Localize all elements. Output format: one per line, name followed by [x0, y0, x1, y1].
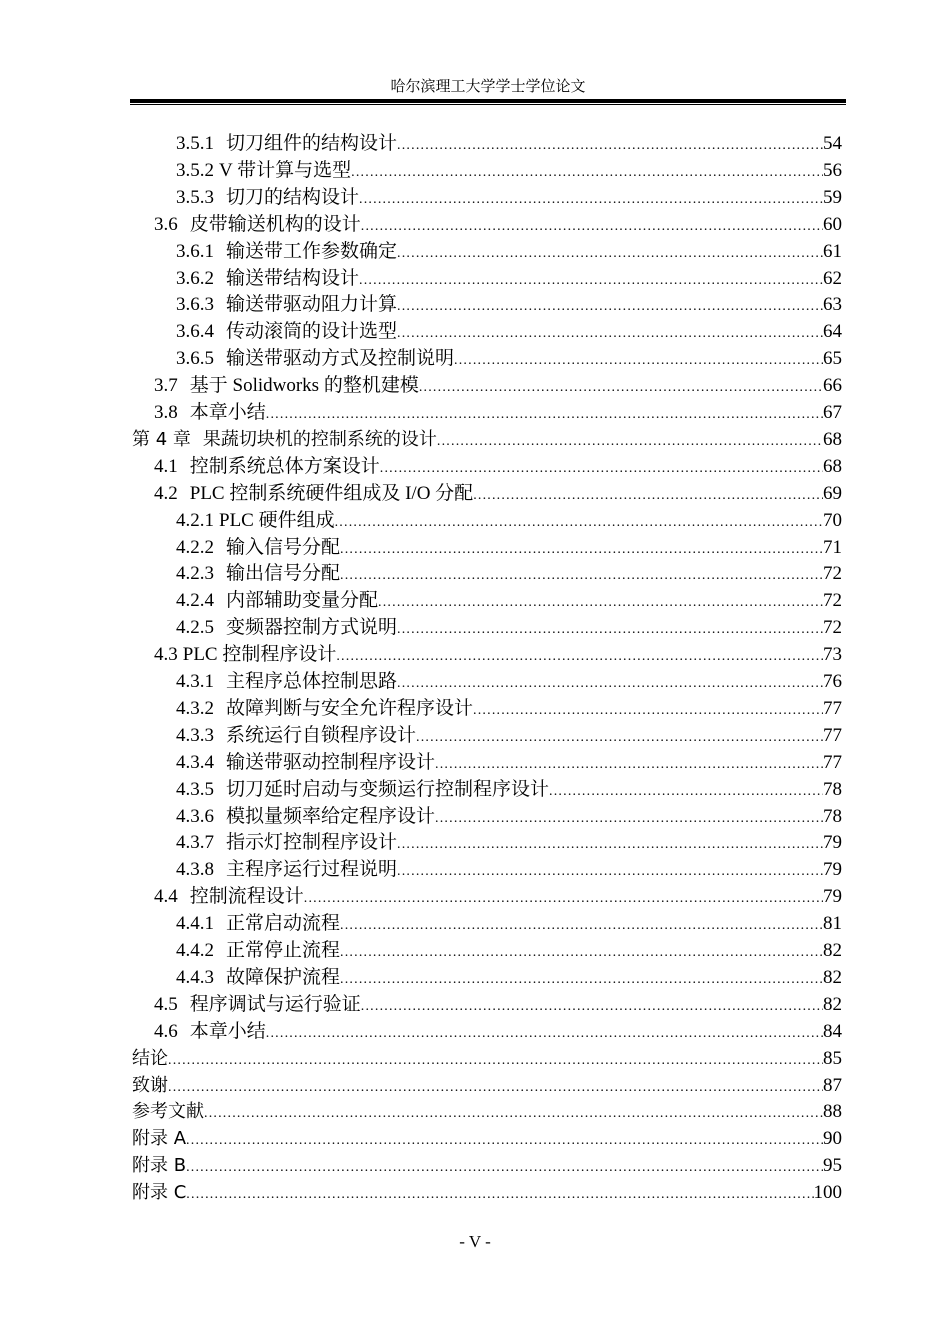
toc-entry-page: 82	[823, 966, 842, 988]
toc-leader-dots	[186, 1182, 813, 1206]
toc-entry-number: 4.2.5	[176, 617, 214, 639]
toc-entry-page: 72	[823, 617, 842, 639]
toc-entry-title: 结论	[132, 1047, 168, 1069]
toc-leader-dots	[473, 483, 823, 507]
toc-leader-dots	[359, 187, 823, 211]
header-rule-thick	[130, 99, 846, 103]
toc-entry[interactable]	[176, 615, 842, 641]
header-rule-thin	[130, 104, 846, 105]
toc-entry-title: 正常停止流程	[226, 940, 341, 961]
toc-leader-dots	[168, 1075, 823, 1099]
toc-entry-title: 故障判断与安全允许程序设计	[226, 697, 474, 719]
toc-entry[interactable]	[132, 1180, 842, 1206]
toc-leader-dots	[416, 725, 823, 749]
toc-leader-dots	[340, 967, 823, 991]
toc-entry[interactable]	[176, 266, 842, 292]
toc-entry-page: 76	[823, 671, 842, 692]
toc-entry-page: 70	[823, 509, 842, 531]
toc-entry-page: 59	[823, 186, 842, 208]
toc-entry-number: 3.6.1	[176, 240, 214, 262]
toc-entry-page: 77	[823, 697, 842, 719]
toc-entry[interactable]	[176, 804, 842, 830]
toc-entry-title: PLC 控制系统硬件组成及 I/O 分配	[189, 482, 474, 504]
toc-entry-number: 4.3.4	[176, 751, 214, 773]
toc-leader-dots	[397, 859, 823, 883]
toc-entry[interactable]	[176, 158, 842, 184]
toc-entry-title: 输送带结构设计	[226, 267, 360, 289]
toc-entry[interactable]	[176, 857, 842, 883]
toc-entry[interactable]	[176, 750, 842, 776]
toc-entry-title: 基于 Solidworks 的整机建模	[189, 375, 419, 397]
toc-leader-dots	[549, 779, 823, 803]
toc-entry-page: 69	[823, 482, 842, 504]
toc-entry-number: 第 4 章	[132, 428, 191, 450]
toc-entry-page: 62	[823, 267, 842, 289]
toc-entry-number: 4.3.6	[176, 805, 214, 827]
toc-entry-title: 指示灯控制程序设计	[226, 832, 398, 854]
toc-entry-title: 输入信号分配	[226, 536, 341, 558]
toc-entry-number: 4.2	[154, 482, 178, 504]
toc-entry-page: 77	[823, 751, 842, 773]
toc-leader-dots	[361, 214, 823, 238]
toc-leader-dots	[435, 752, 823, 776]
toc-entry-page: 84	[823, 1020, 842, 1042]
toc-leader-dots	[397, 294, 823, 318]
toc-entry-number: 4.2.2	[176, 536, 214, 558]
toc-leader-dots	[397, 133, 823, 157]
toc-entry-number: 4.2.4	[176, 590, 214, 612]
toc-entry-page: 60	[823, 213, 842, 235]
toc-entry-title: 切刀组件的结构设计	[226, 133, 398, 154]
toc-entry-number: 4.4.1	[176, 913, 214, 935]
toc-entry[interactable]	[154, 454, 842, 480]
toc-entry-number: 4.3.1	[176, 671, 214, 692]
toc-entry-title: PLC 控制程序设计	[182, 644, 337, 666]
toc-entry-number: 4.3	[154, 644, 178, 666]
toc-leader-dots	[266, 402, 823, 426]
toc-entry[interactable]	[154, 373, 842, 399]
toc-entry[interactable]	[176, 588, 842, 614]
toc-entry-number: 4.3.5	[176, 778, 214, 800]
toc-leader-dots	[266, 1021, 823, 1045]
toc-entry-number: 3.5.2	[176, 159, 214, 181]
toc-entry-title: 控制流程设计	[189, 886, 304, 908]
toc-entry-title: 输送带驱动控制程序设计	[226, 751, 436, 773]
toc-entry-page: 100	[813, 1182, 842, 1204]
toc-entry-title: 模拟量频率给定程序设计	[226, 805, 436, 827]
toc-entry-title: 系统运行自锁程序设计	[226, 724, 417, 746]
toc-entry-title: 输送带驱动方式及控制说明	[226, 348, 455, 370]
toc-entry[interactable]	[176, 131, 842, 157]
toc-entry-number: 4.4.3	[176, 966, 214, 988]
toc-entry-page: 78	[823, 778, 842, 800]
toc-leader-dots	[397, 241, 823, 265]
toc-entry-page: 95	[823, 1155, 842, 1177]
toc-entry-page: 90	[823, 1128, 842, 1150]
toc-entry-page: 56	[823, 159, 842, 181]
toc-entry-page: 81	[823, 913, 842, 935]
toc-entry-title: 致谢	[132, 1074, 168, 1096]
toc-leader-dots	[340, 940, 823, 964]
toc-entry-page: 72	[823, 563, 842, 585]
toc-entry-page: 64	[823, 321, 842, 343]
toc-entry-page: 87	[823, 1074, 842, 1096]
toc-entry[interactable]	[176, 239, 842, 265]
toc-entry-number: 3.5.1	[176, 133, 214, 154]
toc-entry-title: 皮带输送机构的设计	[189, 213, 361, 235]
toc-entry[interactable]	[132, 1099, 842, 1125]
toc-entry[interactable]	[176, 292, 842, 318]
toc-leader-dots	[361, 994, 823, 1018]
toc-leader-dots	[168, 1048, 823, 1072]
toc-entry-title: 切刀的结构设计	[226, 186, 360, 208]
toc-entry-page: 72	[823, 590, 842, 612]
toc-entry-title: 输出信号分配	[226, 563, 341, 585]
toc-leader-dots	[304, 886, 823, 910]
toc-entry[interactable]	[176, 346, 842, 372]
toc-leader-dots	[336, 644, 823, 668]
toc-entry[interactable]	[154, 212, 842, 238]
toc-entry-title: V 带计算与选型	[219, 159, 352, 181]
toc-leader-dots	[351, 160, 823, 184]
toc-entry-page: 78	[823, 805, 842, 827]
toc-entry[interactable]	[154, 992, 842, 1018]
toc-entry-number: 3.6	[154, 213, 178, 235]
toc-entry-title: PLC 硬件组成	[219, 509, 335, 531]
toc-entry[interactable]	[132, 1073, 842, 1099]
toc-entry[interactable]	[154, 400, 842, 426]
toc-leader-dots	[437, 429, 823, 453]
toc-entry-number: 4.2.1	[176, 509, 214, 531]
toc-entry[interactable]	[154, 481, 842, 507]
toc-entry[interactable]	[154, 1019, 842, 1045]
toc-entry[interactable]	[176, 911, 842, 937]
toc-entry-title: 变频器控制方式说明	[226, 617, 398, 639]
toc-entry-number: 3.6.5	[176, 348, 214, 370]
toc-entry-title: 果蔬切块机的控制系统的设计	[202, 428, 437, 450]
toc-entry-number: 3.6.4	[176, 321, 214, 343]
toc-entry-title: 内部辅助变量分配	[226, 590, 379, 612]
toc-entry[interactable]	[176, 965, 842, 991]
toc-entry-title: 附录 A	[132, 1128, 187, 1150]
toc-entry-number: 4.3.8	[176, 859, 214, 881]
toc-leader-dots	[397, 617, 823, 641]
toc-entry[interactable]	[176, 696, 842, 722]
toc-entry-number: 3.8	[154, 402, 178, 423]
toc-entry-page: 73	[823, 644, 842, 666]
toc-entry[interactable]	[132, 427, 842, 453]
toc-leader-dots	[380, 456, 823, 480]
toc-leader-dots	[204, 1101, 823, 1125]
toc-entry[interactable]	[154, 884, 842, 910]
toc-entry-page: 65	[823, 348, 842, 370]
toc-entry[interactable]	[176, 185, 842, 211]
toc-entry-number: 3.5.3	[176, 186, 214, 208]
toc-entry[interactable]	[176, 508, 842, 534]
toc-entry[interactable]	[154, 642, 842, 668]
toc-entry-number: 3.6.2	[176, 267, 214, 289]
toc-entry[interactable]	[176, 561, 842, 587]
toc-entry-page: 85	[823, 1047, 842, 1069]
toc-entry-number: 4.3.2	[176, 697, 214, 719]
toc-leader-dots	[186, 1155, 823, 1179]
toc-entry-page: 61	[823, 240, 842, 262]
toc-entry-number: 4.5	[154, 993, 178, 1015]
toc-leader-dots	[473, 698, 823, 722]
toc-entry-number: 3.7	[154, 375, 178, 397]
toc-entry-title: 主程序总体控制思路	[226, 671, 398, 692]
toc-leader-dots	[454, 348, 823, 372]
toc-leader-dots	[335, 510, 823, 534]
toc-entry[interactable]	[176, 535, 842, 561]
toc-entry-number: 3.6.3	[176, 294, 214, 316]
toc-entry-title: 输送带工作参数确定	[226, 240, 398, 262]
toc-entry[interactable]	[132, 1153, 842, 1179]
toc-entry-title: 参考文献	[132, 1101, 204, 1123]
toc-entry-page: 77	[823, 724, 842, 746]
toc-entry-number: 4.4.2	[176, 940, 214, 961]
toc-entry-title: 传动滚筒的设计选型	[226, 321, 398, 343]
toc-entry-title: 本章小结	[189, 402, 266, 423]
toc-entry-page: 54	[823, 133, 842, 154]
toc-leader-dots	[359, 268, 823, 292]
toc-entry-title: 切刀延时启动与变频运行控制程序设计	[226, 778, 550, 800]
toc-entry-page: 79	[823, 886, 842, 908]
toc-entry-number: 4.3.3	[176, 724, 214, 746]
toc-leader-dots	[397, 321, 823, 345]
toc-entry[interactable]	[176, 777, 842, 803]
toc-entry-title: 附录 B	[132, 1155, 187, 1177]
toc-leader-dots	[397, 671, 823, 695]
toc-leader-dots	[186, 1128, 823, 1152]
toc-entry[interactable]	[176, 723, 842, 749]
toc-leader-dots	[419, 375, 823, 399]
toc-entry-page: 68	[823, 455, 842, 477]
toc-entry-page: 88	[823, 1101, 842, 1123]
toc-entry[interactable]	[176, 830, 842, 856]
toc-entry-page: 82	[823, 940, 842, 961]
toc-entry-page: 67	[823, 402, 842, 423]
toc-leader-dots	[397, 832, 823, 856]
toc-entry-page: 68	[823, 428, 842, 450]
toc-entry-title: 主程序运行过程说明	[226, 859, 398, 881]
page-header-title: 哈尔滨理工大学学士学位论文	[390, 79, 586, 95]
toc-entry-title: 本章小结	[189, 1020, 266, 1042]
toc-entry-page: 71	[823, 536, 842, 558]
toc-entry-number: 4.1	[154, 455, 178, 477]
toc-leader-dots	[340, 537, 823, 561]
toc-entry-page: 79	[823, 832, 842, 854]
toc-leader-dots	[340, 913, 823, 937]
toc-entry-title: 附录 C	[132, 1182, 187, 1204]
toc-leader-dots	[378, 590, 823, 614]
toc-entry-title: 故障保护流程	[226, 966, 341, 988]
page-number: - V -	[459, 1232, 491, 1251]
toc-entry-number: 4.2.3	[176, 563, 214, 585]
toc-entry-title: 输送带驱动阻力计算	[226, 294, 398, 316]
toc-entry-number: 4.4	[154, 886, 178, 908]
toc-entry-page: 66	[823, 375, 842, 397]
toc-entry-number: 4.6	[154, 1020, 178, 1042]
toc-entry[interactable]	[176, 938, 842, 964]
toc-entry-title: 控制系统总体方案设计	[189, 455, 380, 477]
toc-entry[interactable]	[176, 319, 842, 345]
toc-entry[interactable]	[176, 669, 842, 695]
toc-entry-page: 79	[823, 859, 842, 881]
toc-entry-page: 82	[823, 993, 842, 1015]
toc-leader-dots	[340, 563, 823, 587]
toc-entry[interactable]	[132, 1126, 842, 1152]
toc-entry-title: 正常启动流程	[226, 913, 341, 935]
toc-entry-number: 4.3.7	[176, 832, 214, 854]
toc-entry-title: 程序调试与运行验证	[189, 993, 361, 1015]
toc-leader-dots	[435, 806, 823, 830]
toc-entry[interactable]	[132, 1046, 842, 1072]
toc-entry-page: 63	[823, 294, 842, 316]
